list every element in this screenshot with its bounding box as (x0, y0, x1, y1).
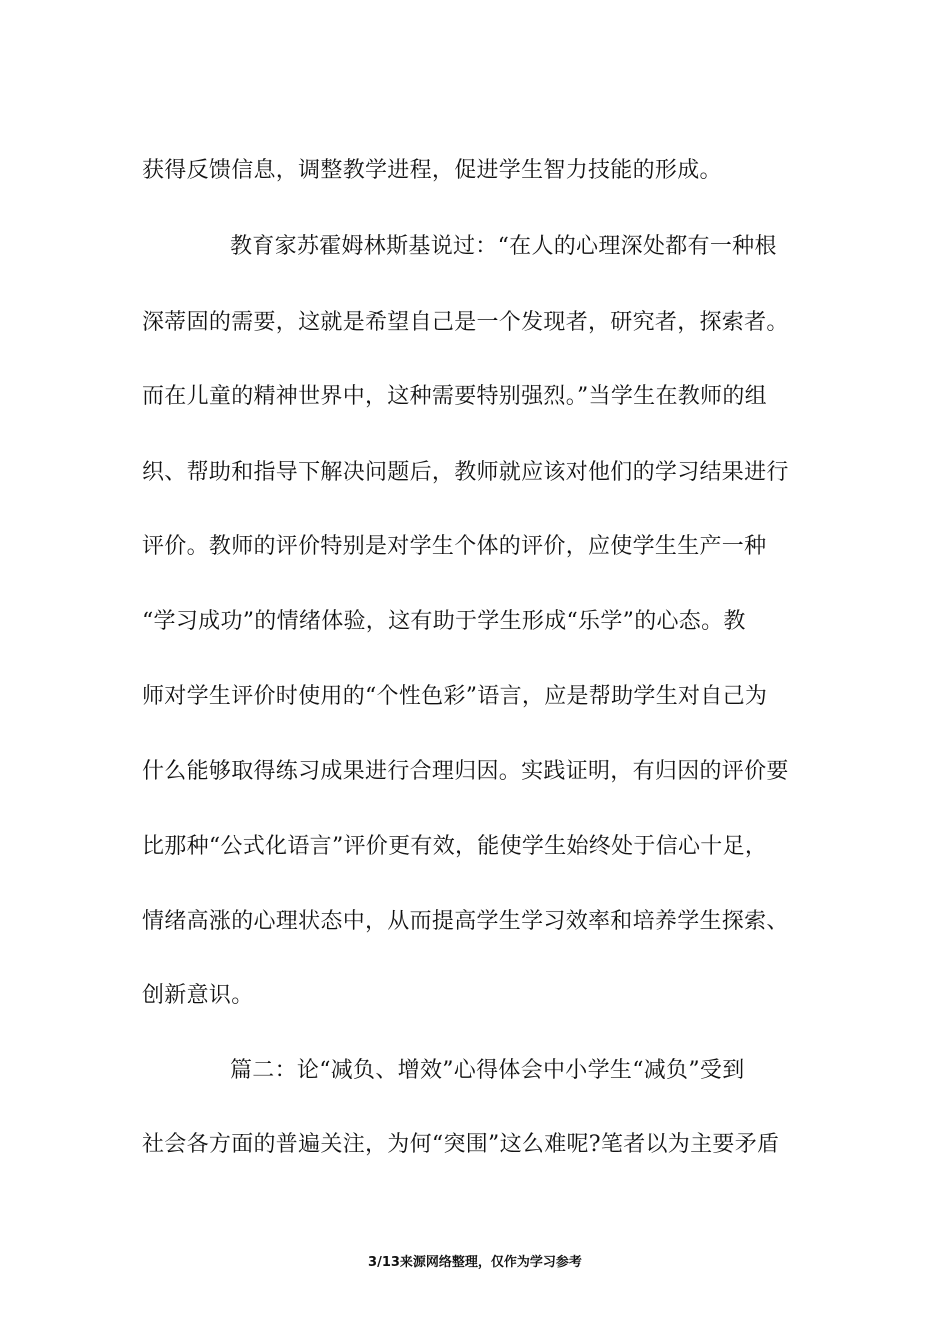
text-line: 评价。教师的评价特别是对学生个体的评价，应使学生生产一种 (142, 534, 767, 559)
text-line: 师对学生评价时使用的“个性色彩”语言，应是帮助学生对自己为 (142, 684, 768, 709)
text-line: 深蒂固的需要，这就是希望自己是一个发现者，研究者，探索者。 (142, 310, 789, 335)
page-footer: 3/13来源网络整理，仅作为学习参考 (368, 1255, 582, 1270)
text-line: “学习成功”的情绪体验，这有助于学生形成“乐学”的心态。教 (142, 609, 746, 634)
paragraph-start-line: 篇二：论“减负、增效”心得体会中小学生“减负”受到 (230, 1058, 745, 1083)
text-line: 社会各方面的普遍关注，为何“突围”这么难呢?笔者以为主要矛盾 (142, 1132, 780, 1157)
text-line: 比那种“公式化语言”评价更有效，能使学生始终处于信心十足， (142, 834, 768, 859)
paragraph-start-line: 教育家苏霍姆林斯基说过：“在人的心理深处都有一种根 (230, 234, 777, 259)
text-line: 情绪高涨的心理状态中，从而提高学生学习效率和培养学生探索、 (142, 909, 789, 934)
text-line: 创新意识。 (142, 983, 254, 1008)
text-line: 织、帮助和指导下解决问题后，教师就应该对他们的学习结果进行 (142, 460, 789, 485)
text-line: 获得反馈信息，调整教学进程，促进学生智力技能的形成。 (142, 158, 722, 183)
text-line: 而在儿童的精神世界中，这种需要特别强烈。”当学生在教师的组 (142, 384, 767, 409)
text-line: 什么能够取得练习成果进行合理归因。实践证明，有归因的评价要 (142, 759, 789, 784)
